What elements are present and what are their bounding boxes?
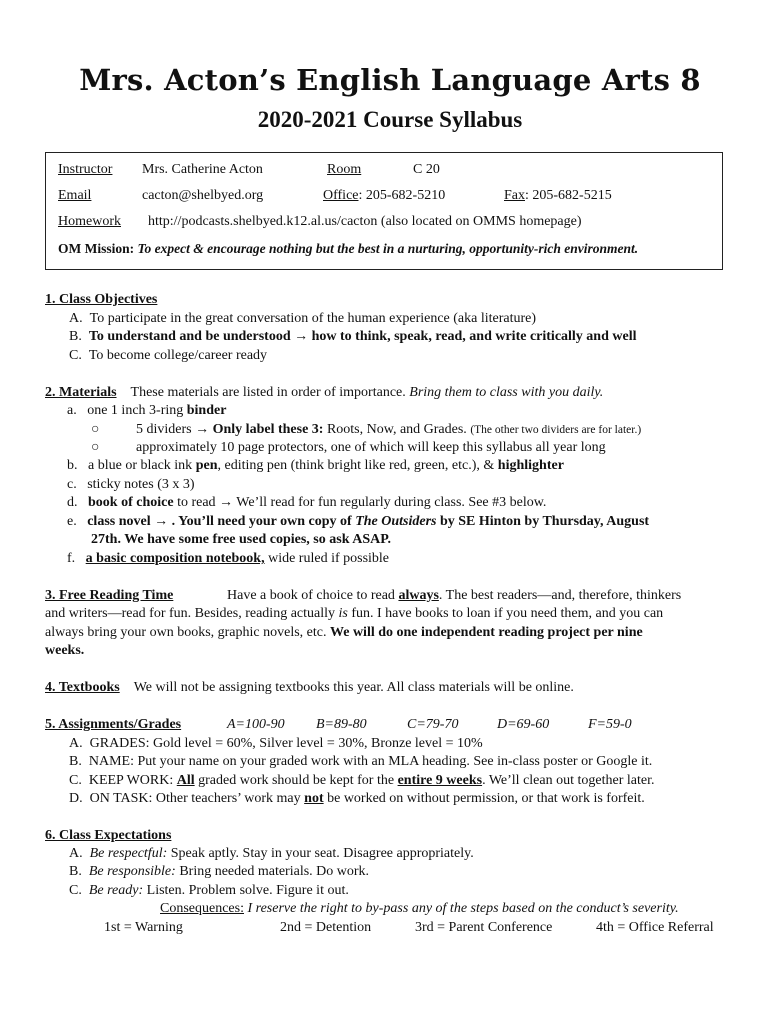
list-marker: b.	[67, 458, 78, 473]
material-text: one 1 inch 3-ring	[87, 403, 184, 418]
free-reading-line	[45, 587, 173, 606]
email-value[interactable]: cacton@shelbyed.org	[142, 188, 264, 203]
office-label: Office	[323, 188, 359, 203]
material-bold: class novel → . You’ll need your own copy of	[87, 514, 352, 529]
assignment-text: KEEP WORK:	[88, 773, 174, 788]
expectation-text: Listen. Problem solve. Figure it out.	[146, 883, 349, 898]
instructor-name: Mrs. Catherine Acton	[142, 162, 263, 177]
mission-text: To expect & encourage nothing but the best in a nurturing, opportunity-rich environment.	[137, 241, 639, 256]
list-marker: C.	[69, 773, 82, 788]
expectation-item	[69, 882, 349, 901]
emphasis-text: is	[338, 606, 348, 621]
free-reading-line	[45, 624, 643, 643]
material-bold: highlighter	[497, 458, 564, 473]
list-marker: a.	[67, 403, 77, 418]
consequences-text: I reserve the right to by-pass any of the steps based on the conduct’s severity.	[247, 901, 679, 916]
consequence-step-2: 2nd = Detention	[280, 920, 372, 935]
page-title: Mrs. Acton’s English Language Arts 8	[79, 63, 701, 97]
material-text: wide ruled if possible	[268, 551, 390, 566]
page-subtitle: 2020-2021 Course Syllabus	[257, 107, 523, 132]
material-text: , editing pen (think bright like red, green, etc.), &	[217, 458, 495, 473]
material-text: a blue or black ink	[88, 458, 193, 473]
fax-value: : 205-682-5215	[525, 188, 612, 203]
material-subitem	[91, 439, 99, 458]
homework-link[interactable]: http://podcasts.shelbyed.k12.al.us/cacton (also located on OMMS homepage)	[148, 214, 582, 229]
homework-label: Homework	[58, 214, 121, 229]
fax-number	[504, 187, 612, 206]
free-reading-heading: 3. Free Reading Time	[45, 588, 174, 603]
expectation-item	[69, 845, 474, 864]
emphasis-text: entire 9 weeks	[397, 773, 483, 788]
material-text: to read → We’ll read for fun regularly during class. See #3 below.	[177, 495, 547, 510]
expectation-item	[69, 863, 369, 882]
material-subitem-text	[136, 421, 641, 440]
assignment-text: graded work should be kept for the	[198, 773, 395, 788]
material-item-e-cont: 27th. We have some free used copies, so ask ASAP.	[91, 532, 391, 547]
mission-statement	[58, 240, 638, 259]
objective-text: To become college/career ready	[88, 348, 268, 363]
materials-intro-text: These materials are listed in order of importance.	[130, 385, 406, 400]
emphasis-text: All	[176, 773, 195, 788]
instructor-label: Instructor	[58, 162, 113, 177]
expectation-label: Be ready:	[88, 883, 144, 898]
material-item-d	[67, 494, 546, 513]
assignment-text: be worked on without permission, or that work is forfeit.	[327, 791, 645, 806]
material-item-a	[67, 402, 226, 421]
objective-item	[69, 347, 267, 366]
material-bold: binder	[186, 403, 227, 418]
objective-item	[69, 328, 636, 347]
emphasis-text: always	[398, 588, 439, 603]
list-marker: c.	[67, 477, 77, 492]
material-bold: book of choice	[88, 495, 174, 510]
objectives-heading: 1. Class Objectives	[45, 292, 158, 307]
room-label: Room	[327, 162, 362, 177]
free-reading-line	[227, 587, 681, 606]
textbooks-heading: 4. Textbooks	[45, 680, 120, 695]
paragraph-text: fun. I have books to loan if you need them, and you can	[351, 606, 664, 621]
assignment-text: . We’ll clean out together later.	[482, 773, 655, 788]
material-text: sticky notes (3 x 3)	[87, 477, 195, 492]
textbooks-line	[45, 679, 574, 698]
paragraph-text: always bring your own books, graphic novels, etc.	[45, 625, 327, 640]
paragraph-text: and writers—read for fun. Besides, reading actually	[45, 606, 336, 621]
expectation-label: Be respectful:	[89, 846, 168, 861]
list-marker: C.	[69, 883, 82, 898]
office-phone	[323, 187, 445, 206]
list-marker: D.	[69, 791, 83, 806]
mission-label: OM Mission:	[58, 241, 135, 256]
grade-scale-d: D=69-60	[497, 717, 550, 732]
list-marker: B.	[69, 754, 82, 769]
material-bold: Only label these 3:	[212, 422, 324, 437]
paragraph-text: We will not be assigning textbooks this year. All class materials will be online.	[133, 680, 574, 695]
consequences-label: Consequences:	[160, 901, 244, 916]
material-bold: by SE Hinton by Thursday, August	[439, 514, 650, 529]
instructor-info-box	[45, 152, 723, 270]
objective-text: To understand and be understood → how to think, speak, read, and write critically and well	[88, 329, 637, 344]
materials-heading: 2. Materials	[45, 385, 117, 400]
list-marker: e.	[67, 514, 77, 529]
bullet-circle-icon: ○	[91, 422, 100, 437]
emphasis-text: not	[304, 791, 324, 806]
material-small-note: (The other two dividers are for later.)	[470, 424, 642, 436]
grade-scale-a: A=100-90	[227, 717, 285, 732]
book-title: The Outsiders	[355, 514, 437, 529]
consequences-line	[160, 900, 679, 919]
email-label: Email	[58, 188, 92, 203]
paragraph-text: Have a book of choice to read	[227, 588, 395, 603]
paragraph-text: . The best readers—and, therefore, thinkers	[438, 588, 682, 603]
material-item-f	[67, 550, 389, 569]
material-bold: a basic composition notebook,	[85, 551, 265, 566]
assignment-text: NAME: Put your name on your graded work with an MLA heading. See in-class poster or Google it.	[88, 754, 653, 769]
list-marker: A.	[69, 311, 83, 326]
bullet-circle-icon: ○	[91, 440, 100, 455]
free-reading-line	[45, 605, 663, 624]
consequence-step-4: 4th = Office Referral	[596, 920, 714, 935]
list-marker: B.	[69, 329, 82, 344]
materials-intro	[45, 384, 603, 403]
grade-scale-f: F=59-0	[588, 717, 632, 732]
room-value: C 20	[413, 162, 440, 177]
assignment-text: ON TASK: Other teachers’ work may	[89, 791, 301, 806]
fax-label: Fax	[504, 188, 525, 203]
material-item-c	[67, 476, 195, 495]
assignment-item	[69, 790, 645, 809]
materials-intro-italic: Bring them to class with you daily.	[409, 385, 604, 400]
free-reading-line: weeks.	[45, 643, 85, 658]
material-text: 5 dividers →	[136, 422, 210, 437]
grade-scale-b: B=89-80	[316, 717, 367, 732]
list-marker: f.	[67, 551, 76, 566]
material-bold: pen	[195, 458, 218, 473]
grade-scale-c: C=79-70	[407, 717, 459, 732]
list-marker: A.	[69, 736, 83, 751]
office-value: : 205-682-5210	[358, 188, 446, 203]
expectations-heading: 6. Class Expectations	[45, 828, 172, 843]
assignments-heading: 5. Assignments/Grades	[45, 717, 182, 732]
expectation-label: Be responsible:	[88, 864, 176, 879]
assignment-text: GRADES: Gold level = 60%, Silver level = 30%, Bronze level = 10%	[89, 736, 483, 751]
assignment-item	[69, 753, 652, 772]
list-marker: C.	[69, 348, 82, 363]
list-marker: d.	[67, 495, 78, 510]
emphasis-text: We will do one independent reading project per nine	[330, 625, 643, 640]
consequence-step-1: 1st = Warning	[104, 920, 183, 935]
consequence-step-3: 3rd = Parent Conference	[415, 920, 553, 935]
material-subitem	[91, 421, 99, 440]
expectation-text: Bring needed materials. Do work.	[179, 864, 370, 879]
list-marker: B.	[69, 864, 82, 879]
material-item-b	[67, 457, 564, 476]
objective-text: To participate in the great conversation of the human experience (aka literature)	[89, 311, 537, 326]
assignment-item	[69, 772, 654, 791]
assignment-item	[69, 735, 483, 754]
expectation-text: Speak aptly. Stay in your seat. Disagree appropriately.	[170, 846, 474, 861]
material-subitem-text: approximately 10 page protectors, one of which will keep this syllabus all year long	[136, 440, 606, 455]
material-item-e	[67, 513, 649, 532]
objective-item	[69, 310, 536, 329]
list-marker: A.	[69, 846, 83, 861]
material-text: Roots, Now, and Grades.	[326, 422, 467, 437]
